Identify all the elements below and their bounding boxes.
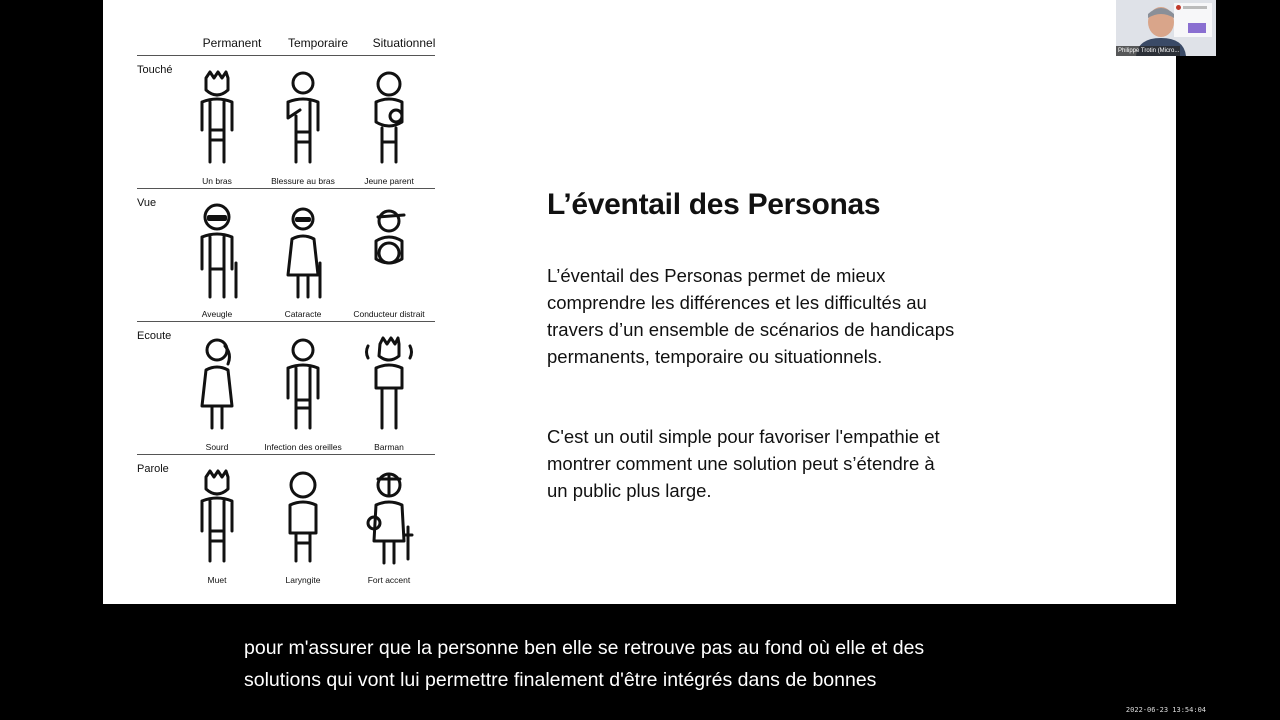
slide-title: L’éventail des Personas (547, 188, 881, 221)
persona-cell (344, 336, 434, 454)
persona-label: Fort accent (367, 575, 411, 585)
persona-cell (172, 203, 262, 321)
text-line: C'est un outil simple pour favoriser l'empathie et (547, 426, 940, 447)
persona-cell (172, 70, 262, 188)
bartender-persona-icon (364, 336, 414, 436)
recording-timestamp: 2022-06-23 13:54:04 (1125, 706, 1206, 714)
subtitle-line-2: solutions qui vont lui permettre finalement d'être intégrés dans de bonnes (244, 669, 877, 691)
persona-cell (258, 203, 348, 321)
persona-cell (258, 336, 348, 454)
persona-cell (344, 469, 434, 587)
persona-cell (258, 469, 348, 587)
persona-cell (172, 336, 262, 454)
text-line: montrer comment une solution peut s’étendre à (547, 453, 935, 474)
deaf-persona-icon (192, 336, 242, 436)
presentation-slide (103, 0, 1176, 604)
row-label: Ecoute (137, 330, 172, 342)
row-label: Parole (137, 463, 169, 475)
heavy-accent-persona-icon (364, 469, 414, 569)
persona-label: Aveugle (201, 309, 233, 319)
persona-label: Laryngite (285, 575, 321, 585)
persona-cell (344, 70, 434, 188)
text-line: L’éventail des Personas permet de mieux (547, 265, 886, 286)
subtitle-line-1: pour m'assurer que la personne ben elle se retrouve pas au fond où elle et des (244, 637, 925, 659)
row-touche (137, 56, 435, 189)
row-label: Touché (137, 64, 173, 76)
column-header-situationnel: Situationnel (372, 36, 436, 50)
participant-video-thumbnail[interactable] (1116, 0, 1216, 56)
shared-window-preview (1174, 3, 1212, 37)
blind-persona-icon (192, 203, 242, 303)
persona-label: Muet (207, 575, 227, 585)
persona-label: Barman (374, 442, 404, 452)
text-line: permanents, temporaire ou situationnels. (547, 346, 883, 367)
persona-cell (258, 70, 348, 188)
arm-injury-persona-icon (278, 70, 328, 170)
persona-label: Cataracte (284, 309, 322, 319)
one-arm-persona-icon (192, 70, 242, 170)
cataract-persona-icon (278, 203, 328, 303)
text-line: comprendre les différences et les difficultés au (547, 292, 927, 313)
mute-persona-icon (192, 469, 242, 569)
slide-paragraph-1 (547, 262, 1017, 370)
column-header-permanent: Permanent (202, 36, 262, 50)
row-vue (137, 189, 435, 322)
distracted-driver-persona-icon (364, 203, 414, 303)
laryngitis-persona-icon (278, 469, 328, 569)
persona-label: Un bras (202, 176, 232, 186)
persona-cell (172, 469, 262, 587)
row-label: Vue (137, 197, 157, 209)
persona-label: Blessure au bras (271, 176, 335, 186)
persona-cell (344, 203, 434, 321)
text-line: un public plus large. (547, 480, 712, 501)
persona-label: Conducteur distrait (353, 309, 425, 319)
persona-label: Jeune parent (364, 176, 414, 186)
ear-infection-persona-icon (278, 336, 328, 436)
row-ecoute (137, 322, 435, 455)
column-header-temporaire: Temporaire (287, 36, 349, 50)
text-line: travers d’un ensemble de scénarios de handicaps (547, 319, 955, 340)
row-parole (137, 455, 435, 588)
young-parent-persona-icon (364, 70, 414, 170)
slide-paragraph-2 (547, 423, 1017, 504)
participant-name: Philippe Trotin (Micro... (1118, 48, 1180, 54)
persona-label: Sourd (205, 442, 229, 452)
persona-label: Infection des oreilles (264, 442, 342, 452)
